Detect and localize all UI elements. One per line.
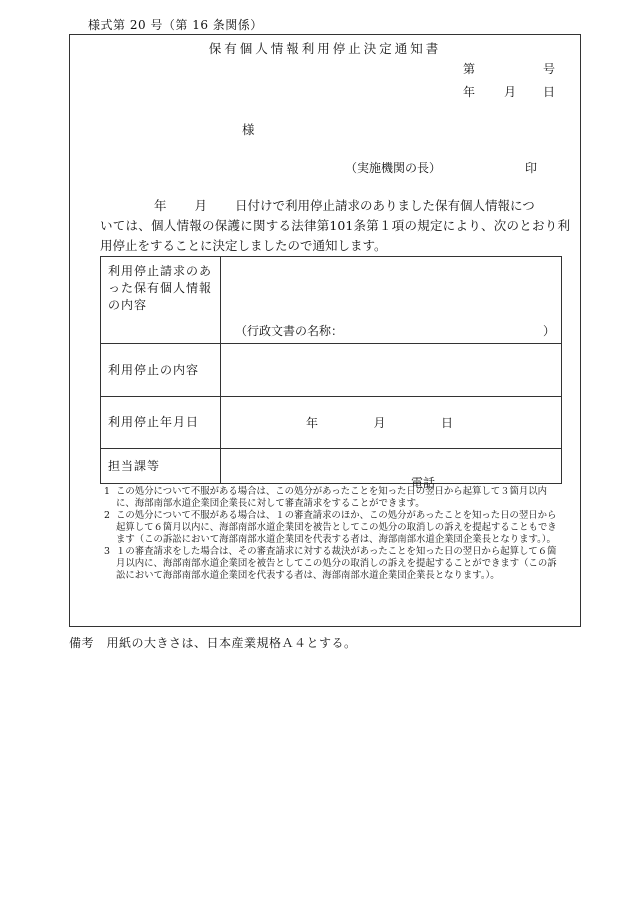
doc-number-prefix: 第 bbox=[463, 62, 476, 76]
note-item bbox=[104, 486, 562, 510]
table-row-info-content bbox=[101, 257, 562, 344]
note-text: この処分について不服がある場合は、１の審査請求のほか、この処分があったことを知った日の翌日から起算して６箇月以内に、海部南部水道企業団を被告としてこの処分の取消しの訴えを提起することもできます（この訴訟において海部南部水道企業団を代表する者は、海部南部水道企業団企業長となります。）。 bbox=[116, 510, 557, 545]
addressee-suffix: 様 bbox=[242, 122, 255, 137]
info-content-label: 利用停止請求のあった保有個人情報の内容 bbox=[101, 257, 221, 344]
notice-frame bbox=[69, 34, 581, 627]
note-text: この処分について不服がある場合は、この処分があったことを知った日の翌日から起算して３箇月以内に、海部南部水道企業団企業長に対して審査請求をすることができます。 bbox=[116, 486, 547, 509]
suspension-content-value[interactable] bbox=[221, 344, 562, 397]
note-item bbox=[104, 510, 562, 546]
note-text: １の審査請求をした場合は、その審査請求に対する裁決があったことを知った日の翌日から起算して６箇月以内に、海部南部水道企業団を被告としてこの処分の取消しの訴えを提起することができます（この訴訟において海部南部水道企業団を代表する者は、海部南部水道企業団企業長となります。）。 bbox=[116, 546, 557, 581]
body-year: 年 bbox=[154, 198, 167, 213]
note-item bbox=[104, 546, 562, 582]
note-number: 3 bbox=[104, 546, 110, 557]
form-label: 様式第 20 号（第 16 条関係） bbox=[88, 18, 263, 32]
phone-label: 電話 bbox=[411, 476, 436, 490]
note-number: 1 bbox=[104, 486, 110, 497]
document-name-field: （行政文書の名称： ） bbox=[235, 324, 555, 338]
issue-date-year: 年 bbox=[463, 85, 476, 99]
note-number: 2 bbox=[104, 510, 110, 521]
doc-number-suffix: 号 bbox=[543, 62, 556, 76]
suspension-day: 日 bbox=[440, 416, 453, 430]
notice-body bbox=[100, 196, 570, 256]
table-row-suspension-date bbox=[101, 397, 562, 449]
suspension-date-label: 利用停止年月日 bbox=[101, 397, 221, 449]
suspension-content-label: 利用停止の内容 bbox=[101, 344, 221, 397]
body-first-line-rest: 日付けで利用停止請求のありました保有個人情報につ bbox=[235, 198, 535, 213]
seal-mark: 印 bbox=[525, 161, 538, 175]
suspension-year: 年 bbox=[306, 416, 319, 430]
table-row-department bbox=[101, 449, 562, 484]
document-title: 保有個人情報利用停止決定通知書 bbox=[208, 41, 442, 56]
notice-table bbox=[100, 256, 562, 490]
body-first-line bbox=[100, 196, 570, 216]
notes bbox=[104, 486, 562, 582]
department-label: 担当課等 bbox=[101, 449, 221, 484]
issue-date-month: 月 bbox=[504, 85, 517, 99]
body-rest: いては、個人情報の保護に関する法律第101条第１項の規定により、次のとおり利用停止をすることに決定しましたので通知します。 bbox=[100, 218, 570, 253]
body-month: 月 bbox=[194, 198, 208, 213]
remark: 備考 用紙の大きさは、日本産業規格Ａ４とする。 bbox=[69, 636, 357, 650]
suspension-month: 月 bbox=[373, 416, 386, 430]
issuer-org: （実施機関の長） bbox=[345, 161, 442, 175]
table-row-suspension-content bbox=[101, 344, 562, 397]
info-content-value[interactable] bbox=[221, 257, 562, 344]
suspension-date-value[interactable] bbox=[221, 397, 562, 449]
issue-date-day: 日 bbox=[543, 85, 556, 99]
department-value[interactable] bbox=[221, 449, 562, 490]
